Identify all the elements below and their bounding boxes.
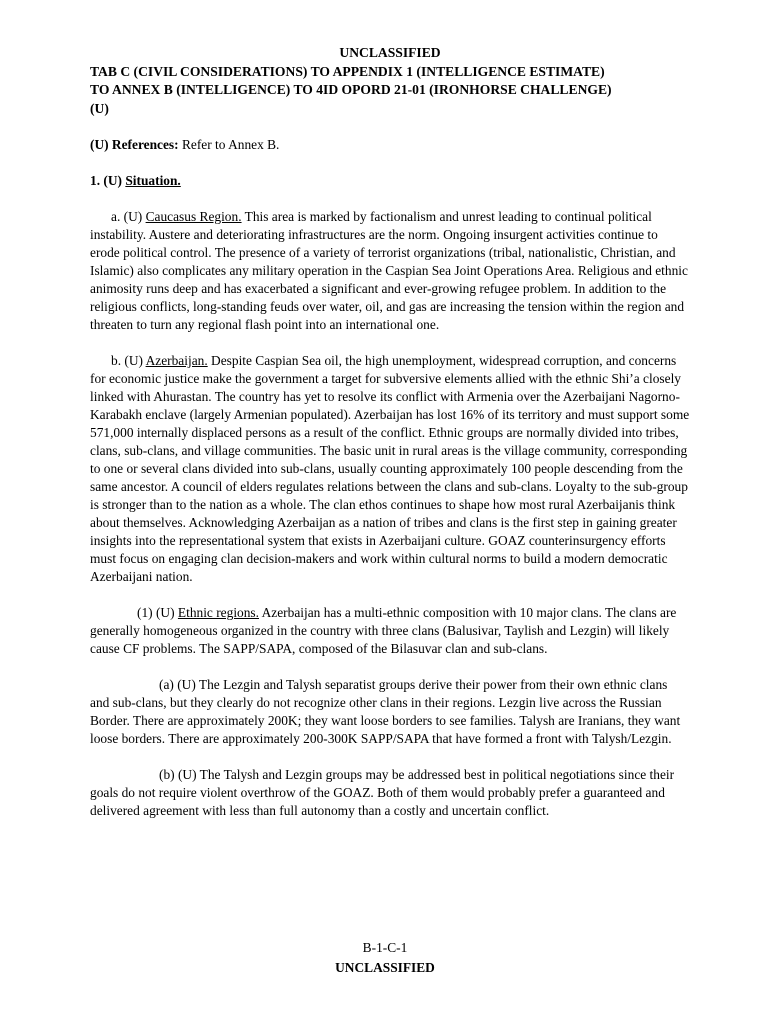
paragraph-b bbox=[90, 352, 690, 586]
references-label: (U) References: bbox=[90, 137, 179, 152]
classification-header: UNCLASSIFIED bbox=[339, 45, 441, 60]
paragraph-b-text: Despite Caspian Sea oil, the high unemployment, widespread corruption, and concerns for economic justice make the government a target for subversive elements allied with the ethnic Shi’a closely linked with Ahurastan. The country has yet to resolve its conflict with Armenia over the Azerbaijani Nagorno-Karabakh enclave (largely Armenian populated). Azerbaijan has lost 16% of its territory and must support some 571,000 internally displaced persons as a result of the conflict. Ethnic groups are normally divided into tribes, clans, sub-clans, and village communities. The basic unit in rural areas is the village community, corresponding to one or several clans divided into sub-clans, usually counting approximately 100 people descending from the same ancestor. A council of elders regulates relations between the clans and sub-clans. Loyalty to the sub-group is stronger than to the nation as a whole. The clan ethos continues to shape how most rural Azerbaijanis think about themselves. Acknowledging Azerbaijan as a nation of tribes and clans is the first step in gaining greater insights into the representational system that exists in Azerbaijani culture. GOAZ counterinsurgency efforts must focus on engaging clan decision-makers and work within cultural norms to build a modern democratic Azerbaijani nation. bbox=[90, 353, 690, 584]
document-title-line-3: (U) bbox=[90, 100, 109, 116]
section-1-prefix: 1. (U) bbox=[90, 173, 122, 188]
paragraph-b1-prefix: (1) (U) bbox=[137, 605, 175, 620]
document-title-line-1: TAB C (CIVIL CONSIDERATIONS) TO APPENDIX 1 (INTELLIGENCE ESTIMATE) bbox=[90, 63, 605, 79]
paragraph-b-prefix: b. (U) bbox=[111, 353, 143, 368]
references-text: Refer to Annex B. bbox=[181, 137, 280, 152]
paragraph-b1b: (b) (U) The Talysh and Lezgin groups may be addressed best in political negotiations since their goals do not require violent overthrow of the GOAZ. Both of them would probably prefer a guaranteed and delivered agreement with less than full autonomy than a costly and uncertain conflict. bbox=[90, 767, 675, 818]
paragraph-a-prefix: a. (U) bbox=[111, 209, 143, 224]
paragraph-b1a: (a) (U) The Lezgin and Talysh separatist groups derive their power from their own ethnic clans and sub-clans, but they clearly do not recognize other clans in their regions. Lezgin live across the Russian Border. There are approximately 200K; they want loose borders to see families. Talysh are Iranians, they want loose borders. There are approximately 200-300K SAPP/SAPA that have formed a front with Talysh/Lezgin. bbox=[90, 677, 681, 746]
section-1-heading bbox=[90, 172, 690, 190]
paragraph-b1-text: Azerbaijan has a multi-ethnic composition with 10 major clans. The clans are generally homogeneous organized in the country with three clans (Balusivar, Taylish and Lezgin) will likely cause CF problems. The SAPP/SAPA, composed of the Bilasuvar clan and sub-clans. bbox=[90, 605, 677, 656]
document-page bbox=[90, 44, 690, 820]
paragraph-b-heading: Azerbaijan. bbox=[145, 353, 208, 368]
paragraph-a bbox=[90, 208, 690, 334]
paragraph-a-heading: Caucasus Region. bbox=[145, 209, 242, 224]
classification-footer: UNCLASSIFIED bbox=[335, 960, 435, 975]
references-line bbox=[90, 136, 690, 154]
page-number: B-1-C-1 bbox=[362, 940, 408, 955]
section-1-title: Situation. bbox=[125, 173, 181, 188]
paragraph-b1-heading: Ethnic regions. bbox=[177, 605, 259, 620]
paragraph-b1 bbox=[90, 604, 690, 658]
document-title-line-2: TO ANNEX B (INTELLIGENCE) TO 4ID OPORD 21-01 (IRONHORSE CHALLENGE) bbox=[90, 82, 612, 97]
paragraph-a-text: This area is marked by factionalism and unrest leading to continual political instability. Austere and deteriorating infrastructures are the norm. Ongoing insurgent activities continue to erode political control. The presence of a variety of terrorist organizations (tribal, nationalistic, Christian, and Islamic) also complicates any military operation in the Caspian Sea Joint Operations Area. Religious and ethnic animosity runs deep and has exacerbated a significant and ever-growing refugee problem. In addition to the religious conflicts, long-standing feuds over water, oil, and gas are increasing the tension within the region and threaten to turn any regional flash point into an international one. bbox=[90, 209, 688, 332]
